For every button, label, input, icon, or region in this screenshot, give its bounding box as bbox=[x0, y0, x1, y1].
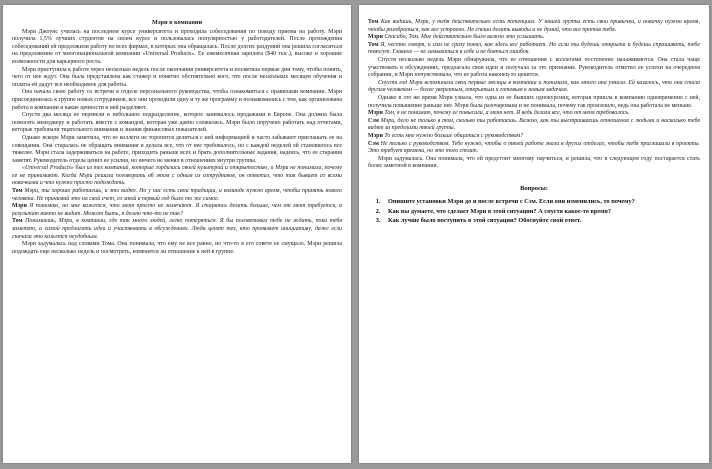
speaker-name: Мэри bbox=[368, 132, 383, 139]
dialogue-line bbox=[368, 118, 700, 133]
dialogue-text: Я, честно говоря, и сам не сразу понял, как здесь все работает. Но если ты будешь открыта и будешь спрашивать, тебе помогут. Главное — не замыкаться в себе и не бояться ошибок. bbox=[368, 41, 700, 56]
speaker-name: Том bbox=[368, 41, 379, 48]
questions-title: Вопросы: bbox=[520, 184, 548, 192]
dialogue-text: То есть мне нужно больше общаться с руководством? bbox=[384, 132, 524, 139]
paragraph: Однако в это же время Мэри узнала, что одна из ее бывших однокурсниц, которая пришла в компанию одновременно с ней, получила повышение раньше нее. Мэри была разочарована и не понимала, почему так произошло, ведь она работала не меньше. bbox=[368, 94, 700, 109]
page-1-content bbox=[12, 19, 342, 459]
question-item: 2. Как вы думаете, что сделает Мэри в этой ситуации? А спустя какое-то время? bbox=[382, 207, 700, 217]
page-2-content bbox=[368, 19, 700, 459]
dialogue-line bbox=[368, 19, 700, 34]
document-page-2 bbox=[359, 5, 709, 463]
dialogue-text: Спасибо, Том. Мне действительно было важно это услышать. bbox=[384, 34, 545, 41]
dialogue-text: Я понимаю, но мне кажется, что меня просто не замечают. Я стараюсь делать больше, чем от меня требуется, а результат никто не видит. Может быть, я делаю что-то не так? bbox=[12, 203, 342, 217]
paragraph: Однако вскоре Мэри заметила, что ее коллеги не торопятся делиться с ней информацией и часто забывают приглашать ее на совещания. Она старалась не обращать внимания и делала все, что от нее требовалось, но с каждой неделей ей становилось все тяжелее. Мэри стала задерживаться на работе, приходить раньше всех и брать дополнительные задания, надеясь, что ее старания заметят. Руководитель отдела ценил ее усилия, но ничего не менял в отношениях внутри группы. bbox=[12, 134, 342, 164]
paragraph: Она начала свою работу со встречи в отделе персонального руководства, чтобы ознакомиться с правилами компании. Мэри присоединилась к группе новых сотрудников, все они проходили одну и ту же программу и познакомились с тем, как организована работа в компании и какие ценности в ней разделяют. bbox=[12, 89, 342, 111]
speaker-name: Мэри bbox=[12, 203, 27, 210]
dialogue-text: Том, я не понимаю, почему ее повысили, а меня нет. Я ведь делала все, что от меня требовалось. bbox=[384, 110, 630, 117]
dialogue-line bbox=[12, 218, 342, 241]
questions-list bbox=[368, 197, 700, 226]
speaker-name: Том bbox=[12, 218, 23, 225]
dialogue-line bbox=[368, 42, 700, 57]
paragraph: Мэри задумалась. Она понимала, что ей предстоит многому научиться, и решила, что в следующем году постарается стать более заметной в компании. bbox=[368, 155, 700, 170]
dialogue-text: Понимаешь, Мэри, в компании, где так много людей, легко потеряться. Я бы посоветовал тебе не ждать, пока тебя заметят, а самой предлагать идеи и участвовать в обсуждениях. Люди ценят тех, кто проявляет инициативу, даже если сначала это кажется неудобным. bbox=[12, 218, 342, 240]
speaker-name: Том bbox=[12, 188, 23, 195]
intro-paragraph: Мэри Джоунс училась на последнем курсе университета и проходила собеседования по поводу приема на работу. Мэри получила 1,5% лучших студентов на своем курсе и пользовалась популярностью у работодателей. После прохождения собеседований ей предложили работу во всех фирмах, в которых она обращалась. После долгих раздумий она решила согласиться на предложение от многонациональной компании «Universal Products». Ее ежемесячная зарплата ($40 тыс.), высоко и хорошие возможности для карьерного роста. bbox=[12, 28, 342, 65]
speaker-name: Сэм bbox=[368, 140, 379, 147]
dialogue-line bbox=[368, 133, 700, 141]
dialogue-text: Не только с руководством. Тебе нужно, чтобы о твоей работе знали в других отделах, чтобы тебя приглашали в проекты. Это требует времени, но это того стоит. bbox=[368, 140, 700, 155]
speaker-name: Мэри bbox=[368, 34, 383, 41]
dialogue-line bbox=[12, 203, 342, 218]
question-item: 3. Как лучше было поступить в этой ситуации? Обоснуйте свой ответ. bbox=[382, 216, 700, 226]
quote-paragraph: Спустя год Мэри вспоминала свои первые месяцы в компании и понимала, как много она узнала. Ей казалось, что она стала другим человеком — более уверенным, открытым и готовым к новым задачам. bbox=[368, 79, 700, 94]
paragraph: Мэри приступила к работе через несколько недель после окончания университета и посвятила первые дни тому, чтобы понять, чего от нее ждут. Она была представлена как стажер и понятно обстоятельно кого, что после нескольких месяцев обучения и оплаты ей дадут все необходимое для работы. bbox=[12, 66, 342, 88]
paragraph: «Universal Products» был из тех компаний, которые гордились своей культурой и открытостью, и Мэри не понимала, почему ее не принимают. Когда Мэри решила поговорить об этом с одним из сотрудников, он ответил, что так бывает со всеми новичками и что нужно просто подождать. bbox=[12, 165, 342, 187]
dialogue-line bbox=[12, 188, 342, 203]
dialogue-text: Мэри, дело не только в том, сколько ты работаешь. Важно, как ты выстраиваешь отношения с людьми и насколько тебя видят за пределами твоей группы. bbox=[368, 117, 700, 132]
speaker-name: Мэри bbox=[368, 110, 383, 117]
dialogue-text: Мэри, ты хорошо работаешь, и это видно. Но у нас есть свои традиции, и команде нужно время, чтобы принять нового человека. Не принимай это на свой счет, со мной в первый год было то же самое. bbox=[12, 188, 342, 202]
speaker-name: Том bbox=[368, 19, 379, 25]
dialogue-line bbox=[368, 110, 700, 118]
document-page-1 bbox=[3, 5, 351, 463]
paragraph: Мэри задумалась над словами Тома. Она понимала, что ему не все равно, но что-то в его совете ее смущало. Мэри решила подождать еще несколько недель и посмотреть, изменится ли отношение к ней в группе. bbox=[12, 241, 342, 255]
paragraph: Спустя несколько недель Мэри обнаружила, что ее отношения с коллегами постепенно налаживаются. Она стала чаще участвовать в обсуждениях, предлагала свои идеи и получала за это признание. Руководитель отметил ее успехи на очередном собрании, и Мэри почувствовала, что ее работа наконец-то ценится. bbox=[368, 56, 700, 79]
question-item: 1. Опишите установки Мэри до и после встречи с Сэм. Если они изменились, то почему? bbox=[382, 197, 700, 207]
dialogue-text: Как видишь, Мэри, у тебя действительно есть потенциал. У нашей группы есть свои привычки, и новичку нужно время, чтобы разобраться, как все устроено. Не спеши делать выводы и не думай, что все против тебя. bbox=[368, 19, 700, 33]
dialogue-line bbox=[368, 141, 700, 156]
paragraph: Спустя два месяца ее перевели в небольшое подразделение, которое занималось продажами в Европе. Она должна была помогать менеджеру и работать вместе с командой, которая уже давно сложилась. Мэри было поручено работать над отчетами, которые требовали тщательного внимания и знания финансовых показателей. bbox=[12, 112, 342, 134]
speaker-name: Сэм bbox=[368, 117, 379, 124]
document-title: Мэри в компании bbox=[151, 19, 203, 26]
dialogue-line bbox=[368, 34, 700, 42]
